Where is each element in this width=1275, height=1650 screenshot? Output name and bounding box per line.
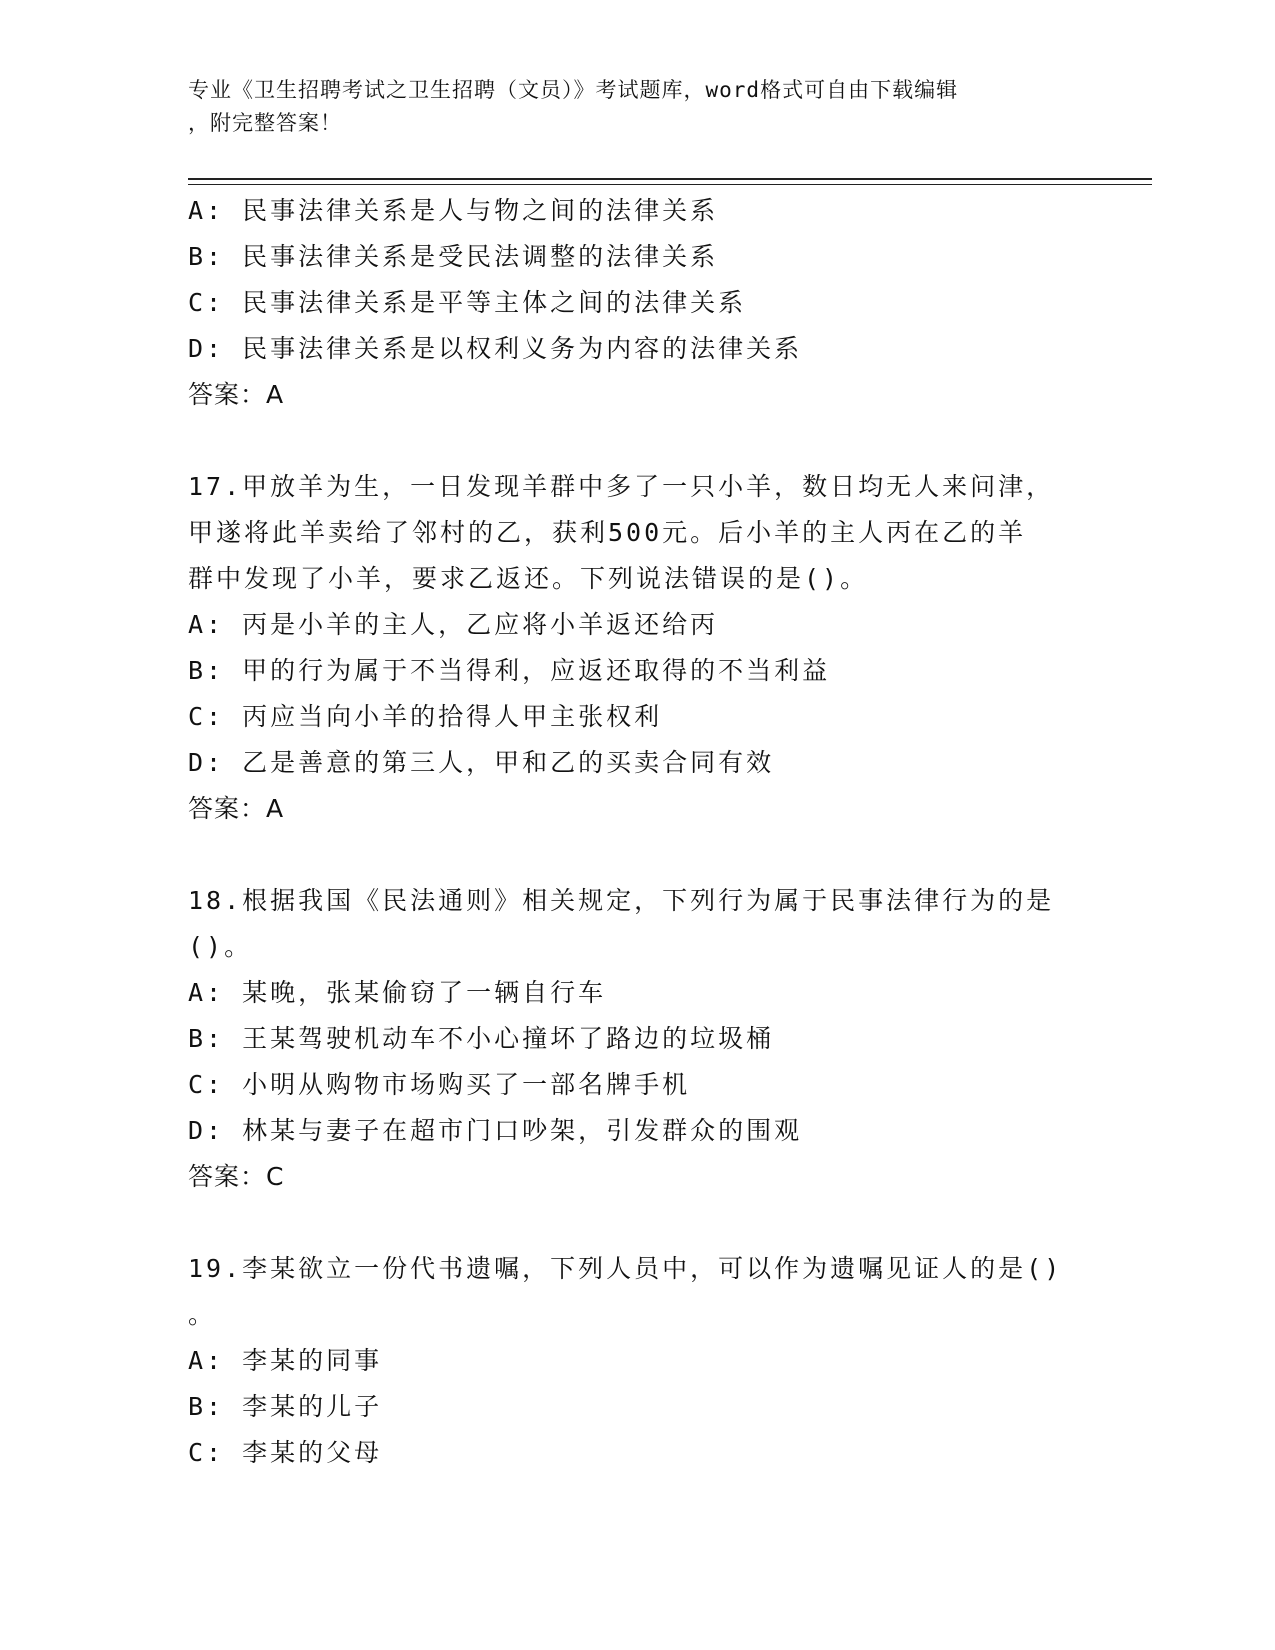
header-divider-thin	[188, 184, 1152, 185]
question-17	[188, 464, 1088, 832]
spacer	[188, 832, 1088, 878]
question-19	[188, 1246, 1088, 1476]
answer: 答案：C	[188, 1162, 285, 1191]
header-line-2: ，附完整答案！	[188, 111, 342, 135]
question-stem-line: 。	[188, 1300, 217, 1329]
option-a: A: 民事法律关系是人与物之间的法律关系	[188, 196, 719, 225]
question-stem-line: 18.根据我国《民法通则》相关规定，下列行为属于民事法律行为的是	[188, 886, 1055, 915]
option-d: D: 乙是善意的第三人，甲和乙的买卖合同有效	[188, 748, 775, 777]
option-b: B: 王某驾驶机动车不小心撞坏了路边的垃圾桶	[188, 1024, 775, 1053]
spacer	[188, 418, 1088, 464]
question-list	[188, 188, 1088, 1476]
question-16	[188, 188, 1088, 418]
spacer	[188, 1200, 1088, 1246]
option-c: C: 小明从购物市场购买了一部名牌手机	[188, 1070, 691, 1099]
option-a: A: 李某的同事	[188, 1346, 383, 1375]
option-c: C: 李某的父母	[188, 1438, 383, 1467]
header-divider-thick	[188, 178, 1152, 180]
question-18	[188, 878, 1088, 1200]
option-d: D: 民事法律关系是以权利义务为内容的法律关系	[188, 334, 803, 363]
answer: 答案：A	[188, 794, 285, 823]
option-a: A: 丙是小羊的主人，乙应将小羊返还给丙	[188, 610, 719, 639]
question-stem-line: 群中发现了小羊，要求乙返还。下列说法错误的是()。	[188, 564, 869, 593]
option-b: B: 甲的行为属于不当得利，应返还取得的不当利益	[188, 656, 831, 685]
option-c: C: 民事法律关系是平等主体之间的法律关系	[188, 288, 747, 317]
option-b: B: 李某的儿子	[188, 1392, 383, 1421]
option-d: D: 林某与妻子在超市门口吵架，引发群众的围观	[188, 1116, 803, 1145]
document-header	[188, 74, 1068, 140]
question-stem-line: ()。	[188, 932, 253, 961]
option-a: A: 某晚，张某偷窃了一辆自行车	[188, 978, 607, 1007]
header-line-1: 专业《卫生招聘考试之卫生招聘（文员）》考试题库，word格式可自由下载编辑	[188, 78, 959, 102]
question-stem-line: 19.李某欲立一份代书遗嘱，下列人员中，可以作为遗嘱见证人的是()	[188, 1254, 1063, 1283]
answer: 答案：A	[188, 380, 285, 409]
option-c: C: 丙应当向小羊的拾得人甲主张权利	[188, 702, 663, 731]
question-stem-line: 17.甲放羊为生，一日发现羊群中多了一只小羊，数日均无人来问津，	[188, 472, 1055, 501]
option-b: B: 民事法律关系是受民法调整的法律关系	[188, 242, 719, 271]
question-stem-line: 甲遂将此羊卖给了邻村的乙，获利500元。后小羊的主人丙在乙的羊	[188, 518, 1027, 547]
